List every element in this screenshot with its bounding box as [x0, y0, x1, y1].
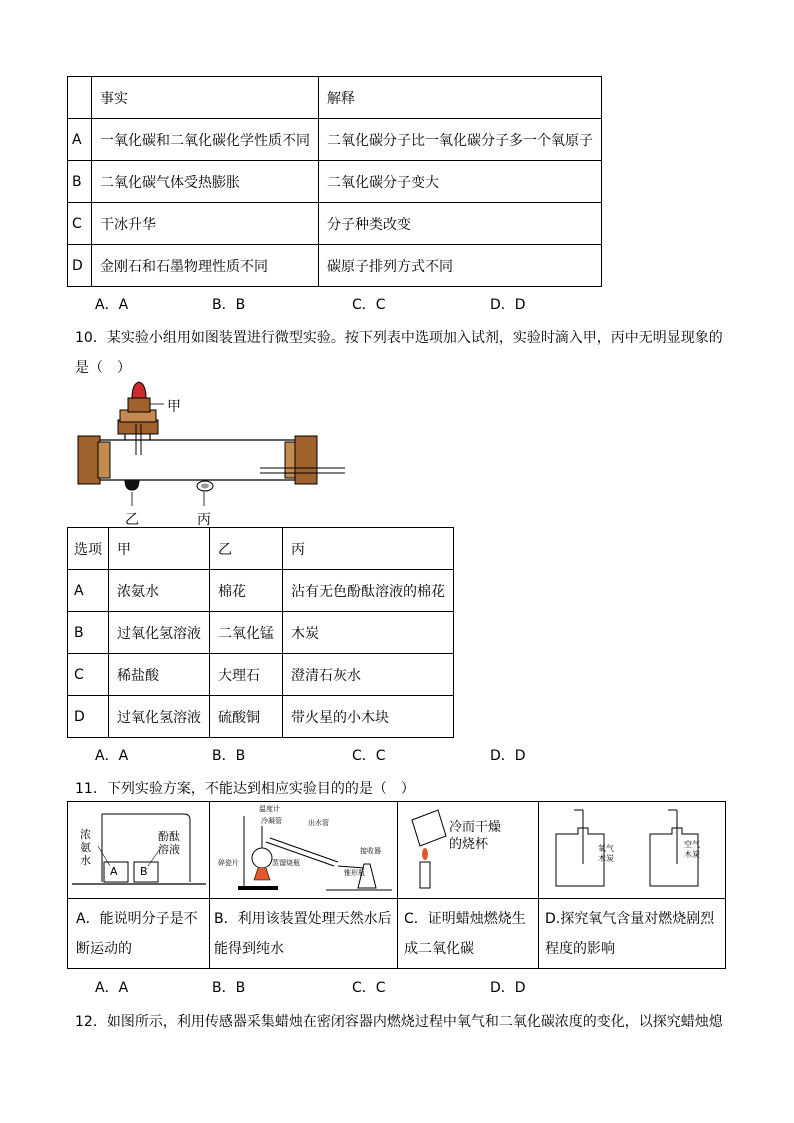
table-cell: 二氧化锰 — [210, 612, 283, 654]
table-cell: B — [68, 161, 92, 203]
table-cell: 解释 — [319, 77, 602, 119]
fig-a-left-label: 浓 氨 水 — [80, 828, 91, 867]
q9-table — [67, 76, 602, 287]
table-cell: 二氧化碳分子变大 — [319, 161, 602, 203]
table-row — [68, 612, 454, 654]
fig-b-label-conical: 锥形瓶 — [344, 869, 365, 877]
table-cell: 稀盐酸 — [109, 654, 210, 696]
table-row — [68, 654, 454, 696]
table-cell: A — [68, 570, 109, 612]
fig-a-ammonia-diffusion — [72, 806, 206, 896]
caption-c: C．证明蜡烛燃烧生 成二氧化碳 — [404, 911, 526, 957]
table-row — [68, 696, 454, 738]
table-cell: 木炭 — [283, 612, 454, 654]
fig-b-label-condenser: 冷凝管 — [261, 817, 282, 825]
table-cell: B — [68, 612, 109, 654]
table-cell: 选项 — [68, 528, 109, 570]
q9-options — [0, 294, 794, 314]
fig-b-label-thermometer: 温度计 — [259, 805, 280, 813]
table-cell: 乙 — [210, 528, 283, 570]
table-cell: 带火星的小木块 — [283, 696, 454, 738]
table-cell: 干冰升华 — [92, 203, 319, 245]
table-cell: 过氧化氢溶液 — [109, 612, 210, 654]
table-cell: D — [68, 245, 92, 287]
caption-b: B．利用该装置处理天然水后 能得到纯水 — [214, 911, 392, 957]
table-cell: A — [68, 119, 92, 161]
table-cell: 事实 — [92, 77, 319, 119]
fig-b-label-receiver: 接收器 — [360, 847, 381, 855]
table-cell: 沾有无色酚酞溶液的棉花 — [283, 570, 454, 612]
option-c[interactable]: C．C — [352, 980, 386, 996]
q11-options — [0, 977, 794, 997]
table-row — [68, 119, 602, 161]
option-a[interactable]: A．A — [95, 980, 129, 996]
fig-d-right-label: 空气 木炭 — [684, 840, 700, 859]
fig-a-beaker-b: B — [140, 865, 148, 878]
fig-a-beaker-a: A — [110, 865, 118, 878]
table-row — [68, 77, 602, 119]
caption-a: A．能说明分子是不 断运动的 — [76, 911, 198, 957]
table-cell: 棉花 — [210, 570, 283, 612]
q10-options — [0, 745, 794, 765]
table-cell: C — [68, 654, 109, 696]
label-yi: 乙 — [125, 512, 139, 528]
table-cell: 大理石 — [210, 654, 283, 696]
table-cell: C — [68, 203, 92, 245]
q11-stem: 11．下列实验方案，不能达到相应实验目的的是（ ） — [75, 781, 415, 797]
table-cell: 浓氨水 — [109, 570, 210, 612]
table-cell: 硫酸铜 — [210, 696, 283, 738]
option-d[interactable]: D．D — [490, 748, 526, 764]
table-cell: 澄清石灰水 — [283, 654, 454, 696]
fig-b-label-outlet: 出水管 — [308, 819, 329, 827]
q10-apparatus-figure — [70, 380, 360, 530]
table-cell: D — [68, 696, 109, 738]
caption-d: D.探究氧气含量对燃烧剧烈 程度的影响 — [545, 911, 715, 957]
option-b[interactable]: B．B — [212, 748, 246, 764]
option-a[interactable]: A．A — [95, 297, 129, 313]
label-jia: 甲 — [167, 399, 181, 415]
option-d[interactable]: D．D — [490, 980, 526, 996]
table-row — [68, 203, 602, 245]
table-row — [68, 528, 454, 570]
option-a[interactable]: A．A — [95, 748, 129, 764]
table-cell: 二氧化碳气体受热膨胀 — [92, 161, 319, 203]
q10-stem-line2: 是（ ） — [75, 360, 131, 376]
option-b[interactable]: B．B — [212, 297, 246, 313]
table-cell: 碳原子排列方式不同 — [319, 245, 602, 287]
fig-b-label-chips: 碎瓷片 — [218, 859, 239, 867]
option-c[interactable]: C．C — [352, 748, 386, 764]
fig-b-label-flask: 蒸馏烧瓶 — [272, 859, 300, 867]
q10-table — [67, 527, 454, 738]
q10-stem-line1: 10．某实验小组用如图装置进行微型实验。按下列表中选项加入试剂，实验时滴入甲，丙中无明显现象的 — [75, 330, 723, 346]
q12-stem: 12．如图所示，利用传感器采集蜡烛在密闭容器内燃烧过程中氧气和二氧化碳浓度的变化，以探究蜡烛熄 — [75, 1014, 723, 1030]
q11-table — [67, 801, 726, 969]
label-bing: 丙 — [197, 512, 211, 528]
table-row — [68, 161, 602, 203]
fig-d-left-label: 氧气 木炭 — [598, 844, 614, 863]
table-cell: 分子种类改变 — [319, 203, 602, 245]
table-cell: 甲 — [109, 528, 210, 570]
option-d[interactable]: D．D — [490, 297, 526, 313]
table-cell: 二氧化碳分子比一氧化碳分子多一个氧原子 — [319, 119, 602, 161]
table-cell: 一氧化碳和二氧化碳化学性质不同 — [92, 119, 319, 161]
fig-c-label: 冷而干燥 的烧杯 — [449, 820, 502, 852]
table-cell: 金刚石和石墨物理性质不同 — [92, 245, 319, 287]
table-cell: 丙 — [283, 528, 454, 570]
table-cell: 过氧化氢溶液 — [109, 696, 210, 738]
table-row — [68, 245, 602, 287]
option-b[interactable]: B．B — [212, 980, 246, 996]
table-row — [68, 570, 454, 612]
table-cell — [68, 77, 92, 119]
option-c[interactable]: C．C — [352, 297, 386, 313]
fig-a-right-label: 酚酞 溶液 — [158, 830, 180, 856]
